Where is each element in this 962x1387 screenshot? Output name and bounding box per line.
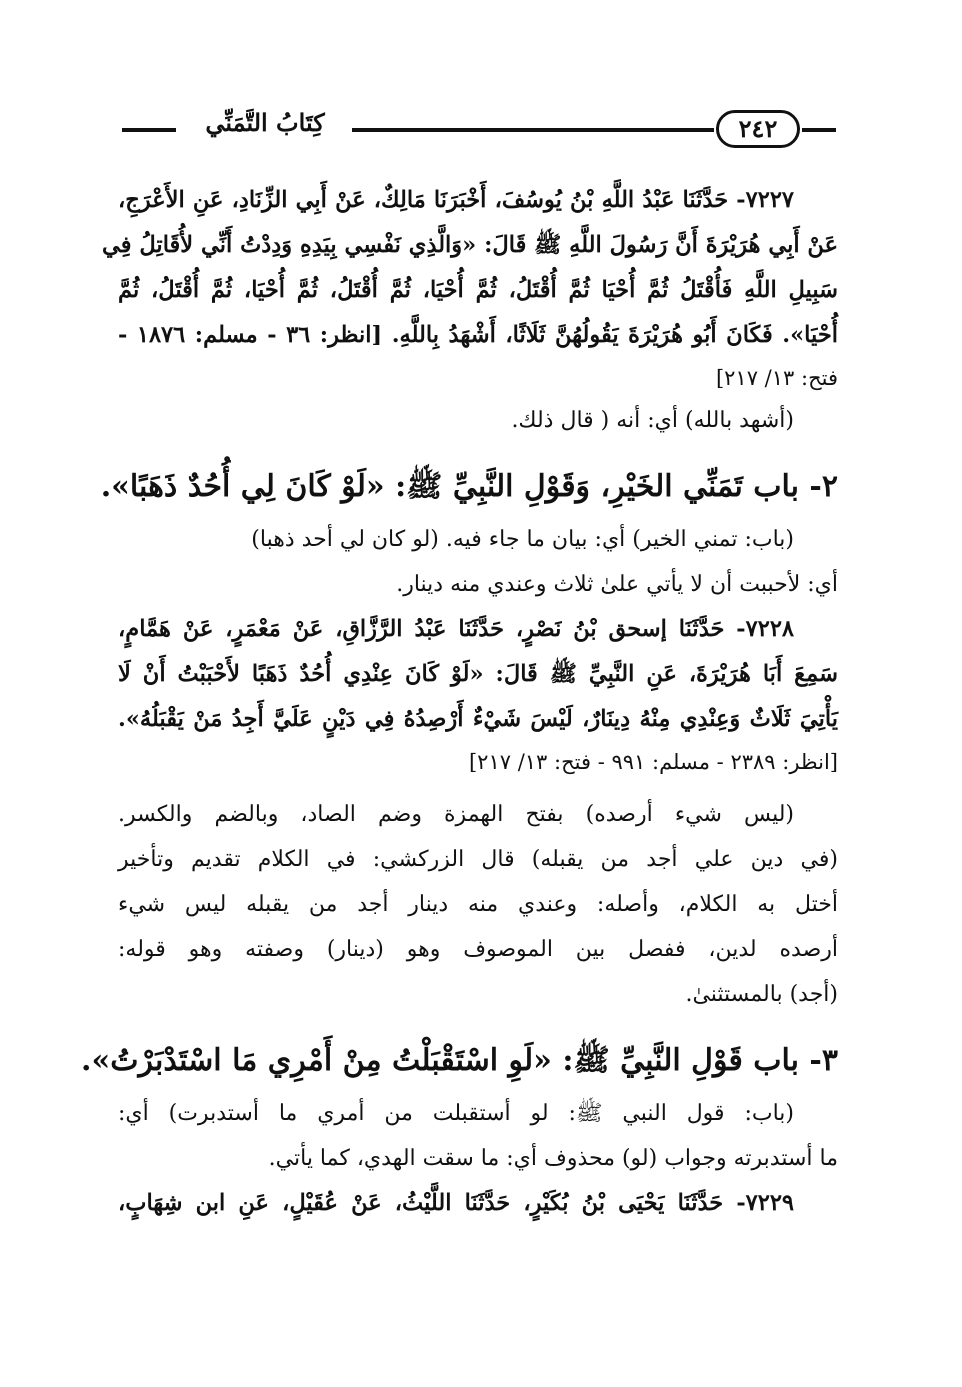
commentary-line: (أشهد بالله) أي: أنه ( قال ذلك. (511, 408, 794, 433)
hadith-line: سَبِيلِ اللَّهِ فَأُقْتَلُ ثُمَّ أُحْيَا ثُمَّ أُقْتَلُ، ثُمَّ أُحْيَا، ثُمَّ أُقْتَلُ، ثُمَّ أُحْيَا، ثُمَّ أُقْتَلُ، ثُمَّ (118, 277, 838, 303)
commentary-line: ما أستدبرته وجواب (لو) محذوف أي: ما سقت الهدي، كما يأتي. (268, 1146, 838, 1171)
hadith-7227 (102, 178, 838, 443)
chapter-heading-3: ٣- باب قَوْلِ النَّبِيِّ ﷺ: «لَوِ اسْتَقْبَلْتُ مِنْ أَمْرِي مَا اسْتَدْبَرْتُ». (81, 1043, 838, 1078)
page-number: ٢٤٢ (716, 110, 800, 148)
commentary-line: (باب: قول النبي ﷺ: لو أستقبلت من أمري ما أستدبرت) أي: (118, 1101, 794, 1126)
commentary-line: أرصده لدين، ففصل بين الموصوف وهو (دينار) وصفته وهو قوله: (118, 937, 838, 962)
commentary-line: أي: لأحببت أن لا يأتي علىٰ ثلاث وعندي منه دينار. (396, 572, 838, 597)
hadith-line: عَنْ أَبِي هُرَيْرَةَ أَنَّ رَسُولَ اللَّهِ ﷺ قَالَ: «وَالَّذِي نَفْسِي بِيَدِهِ وَدِدْتُ أَنِّي لأُقَاتِلُ فِي (102, 232, 838, 258)
header-rule-right (802, 128, 836, 132)
commentary-line: (أجد) بالمستثنىٰ. (685, 982, 838, 1007)
commentary-line: (ليس شيء أرصده) بفتح الهمزة وضم الصاد، وبالضم والكسر. (118, 802, 794, 827)
hadith-line: سَمِعَ أَبَا هُرَيْرَةَ، عَنِ النَّبِيِّ ﷺ قَالَ: «لَوْ كَانَ عِنْدِي أُحُدٌ ذَهَبًا لأَحْبَبْتُ أَنْ لَا (118, 661, 838, 687)
commentary-line: (باب: تمني الخير) أي: بيان ما جاء فيه. (لو كان لي أحد ذهبا) (251, 527, 794, 552)
chapter-heading-2: ٢- باب تَمَنِّي الخَيْرِ، وَقَوْلِ النَّبِيِّ ﷺ: «لَوْ كَانَ لِي أُحُدٌ ذَهَبًا». (100, 469, 838, 504)
header-rule-middle (352, 128, 714, 132)
page-header (118, 108, 836, 158)
header-rule-left (122, 128, 176, 132)
hadith-reference: فتح: ١٣/ ٢١٧] (715, 366, 838, 390)
commentary-line: أختل به الكلام، وأصله: وعندي منه دينار أجد من يقبله ليس شيء (118, 892, 838, 917)
hadith-line: ٧٢٢٩- حَدَّثَنَا يَحْيَى بْنُ بُكَيْرٍ، حَدَّثَنَا اللَّيْثُ، عَنْ عُقَيْلٍ، عَنِ ابن شِهَابٍ، (118, 1190, 794, 1216)
commentary-line: (في دين علي أجد من يقبله) قال الزركشي: في الكلام تقديم وتأخير (118, 847, 838, 872)
hadith-line: ٧٢٢٧- حَدَّثَنَا عَبْدُ اللَّهِ بْنُ يُوسُفَ، أَخْبَرَنَا مَالِكٌ، عَنْ أَبِي الزِّنَادِ، عَنِ الأَعْرَجِ، (118, 187, 794, 213)
hadith-7228 (118, 607, 838, 1017)
hadith-7229 (118, 1181, 838, 1226)
hadith-line: ٧٢٢٨- حَدَّثَنَا إسحق بْنُ نَصْرٍ، حَدَّثَنَا عَبْدُ الرَّزَّاقِ، عَنْ مَعْمَرٍ، عَنْ هَمَّامٍ، (118, 616, 794, 642)
hadith-line: أُحْيَا». فَكَانَ أَبُو هُرَيْرَةَ يَقُولُهُنَّ ثَلَاثًا، أَشْهَدُ بِاللَّهِ. [انظر: ٣٦ - مسلم: ١٨٧٦ - (118, 322, 838, 348)
hadith-reference: [انظر: ٢٣٨٩ - مسلم: ٩٩١ - فتح: ١٣/ ٢١٧] (468, 750, 838, 774)
page-body (81, 178, 838, 1226)
book-title: كِتَابُ التَّمَنِّي (205, 108, 325, 137)
hadith-line: يَأْتِيَ ثَلَاثٌ وَعِنْدِي مِنْهُ دِينَارٌ، لَيْسَ شَيْءٌ أَرْصِدُهُ فِي دَيْنٍ عَلَيَّ أَجِدُ مَنْ يَقْبَلُهُ». (118, 706, 838, 732)
